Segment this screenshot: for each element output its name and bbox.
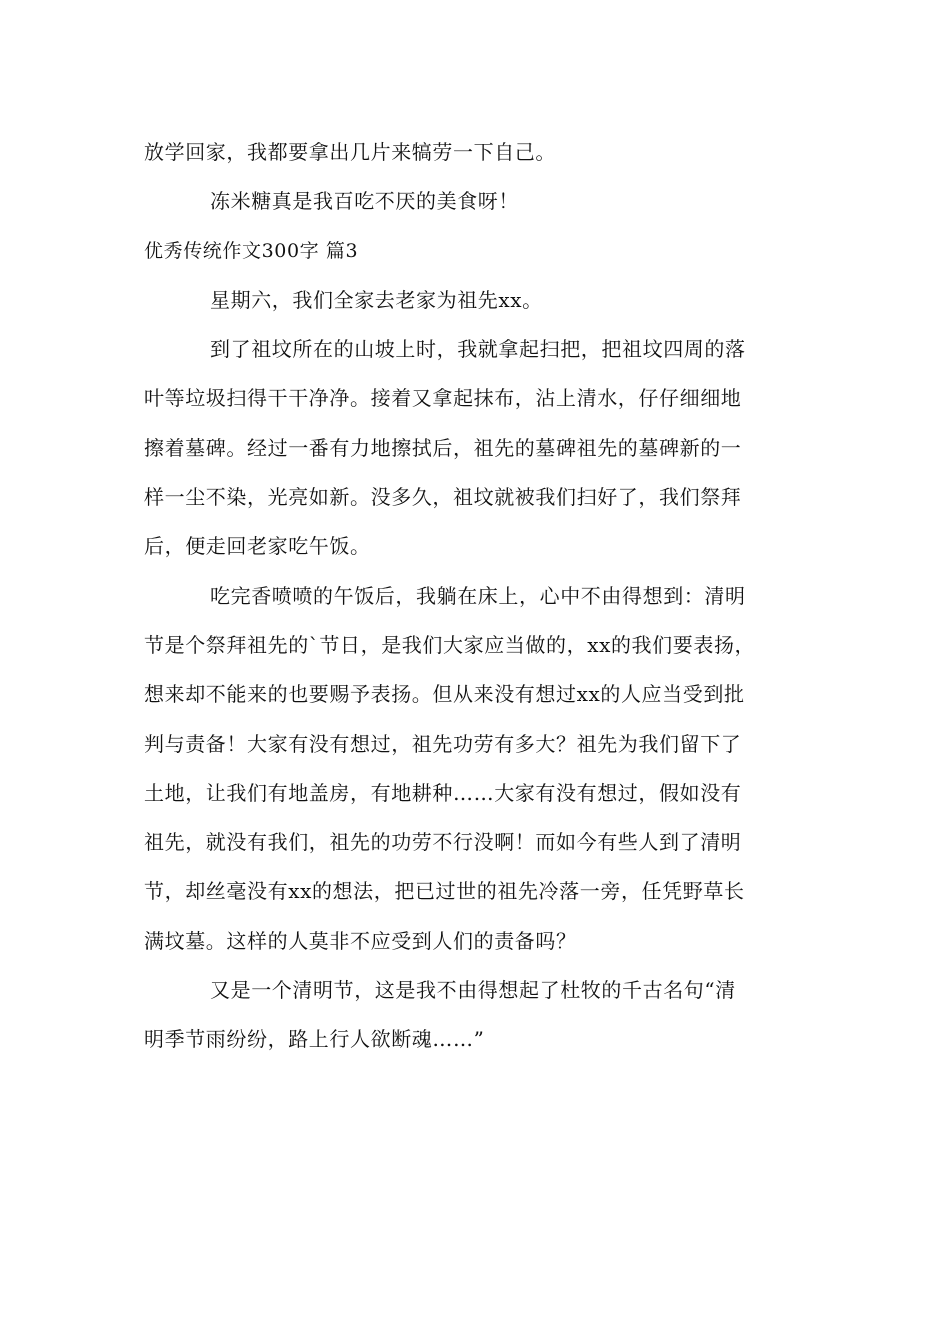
text-line: 样一尘不染，光亮如新。没多久，祖坟就被我们扫好了，我们祭拜 — [144, 485, 742, 510]
section-heading: 优秀传统作文300字 篇3 — [144, 239, 359, 262]
text-line: 明季节雨纷纷，路上行人欲断魂……” — [144, 1027, 485, 1052]
text-line: 叶等垃圾扫得干干净净。接着又拿起抹布，沾上清水，仔仔细细地 — [144, 386, 742, 411]
article-body — [144, 128, 809, 1065]
text-line: 冻米糖真是我百吃不厌的美食呀！ — [210, 189, 519, 214]
text-line: 吃完香喷喷的午饭后，我躺在床上，心中不由得想到：清明 — [210, 583, 746, 608]
text-line: 到了祖坟所在的山坡上时，我就拿起扫把，把祖坟四周的落 — [210, 337, 746, 362]
text-line: 星期六，我们全家去老家为祖先xx。 — [210, 287, 543, 312]
text-line: 想来却不能来的也要赐予表扬。但从来没有想过xx的人应当受到批 — [144, 682, 745, 707]
text-line: 土地，让我们有地盖房，有地耕种……大家有没有想过，假如没有 — [144, 780, 742, 805]
text-line: 满坟墓。这样的人莫非不应受到人们的责备吗？ — [144, 928, 577, 953]
text-line: 判与责备！大家有没有想过，祖先功劳有多大？祖先为我们留下了 — [144, 731, 742, 756]
text-line: 节是个祭拜祖先的`节日，是我们大家应当做的，xx的我们要表扬， — [144, 632, 756, 657]
text-line: 节，却丝毫没有xx的想法，把已过世的祖先冷落一旁，任凭野草长 — [144, 879, 745, 904]
text-line: 祖先，就没有我们，祖先的功劳不行没啊！而如今有些人到了清明 — [144, 830, 742, 855]
text-line: 擦着墓碑。经过一番有力地擦拭后，祖先的墓碑祖先的墓碑新的一 — [144, 435, 742, 460]
text-line: 放学回家，我都要拿出几片来犒劳一下自己。 — [144, 140, 556, 164]
text-line: 后，便走回老家吃午饭。 — [144, 534, 371, 559]
text-line: 又是一个清明节，这是我不由得想起了杜牧的千古名句“清 — [210, 978, 736, 1003]
